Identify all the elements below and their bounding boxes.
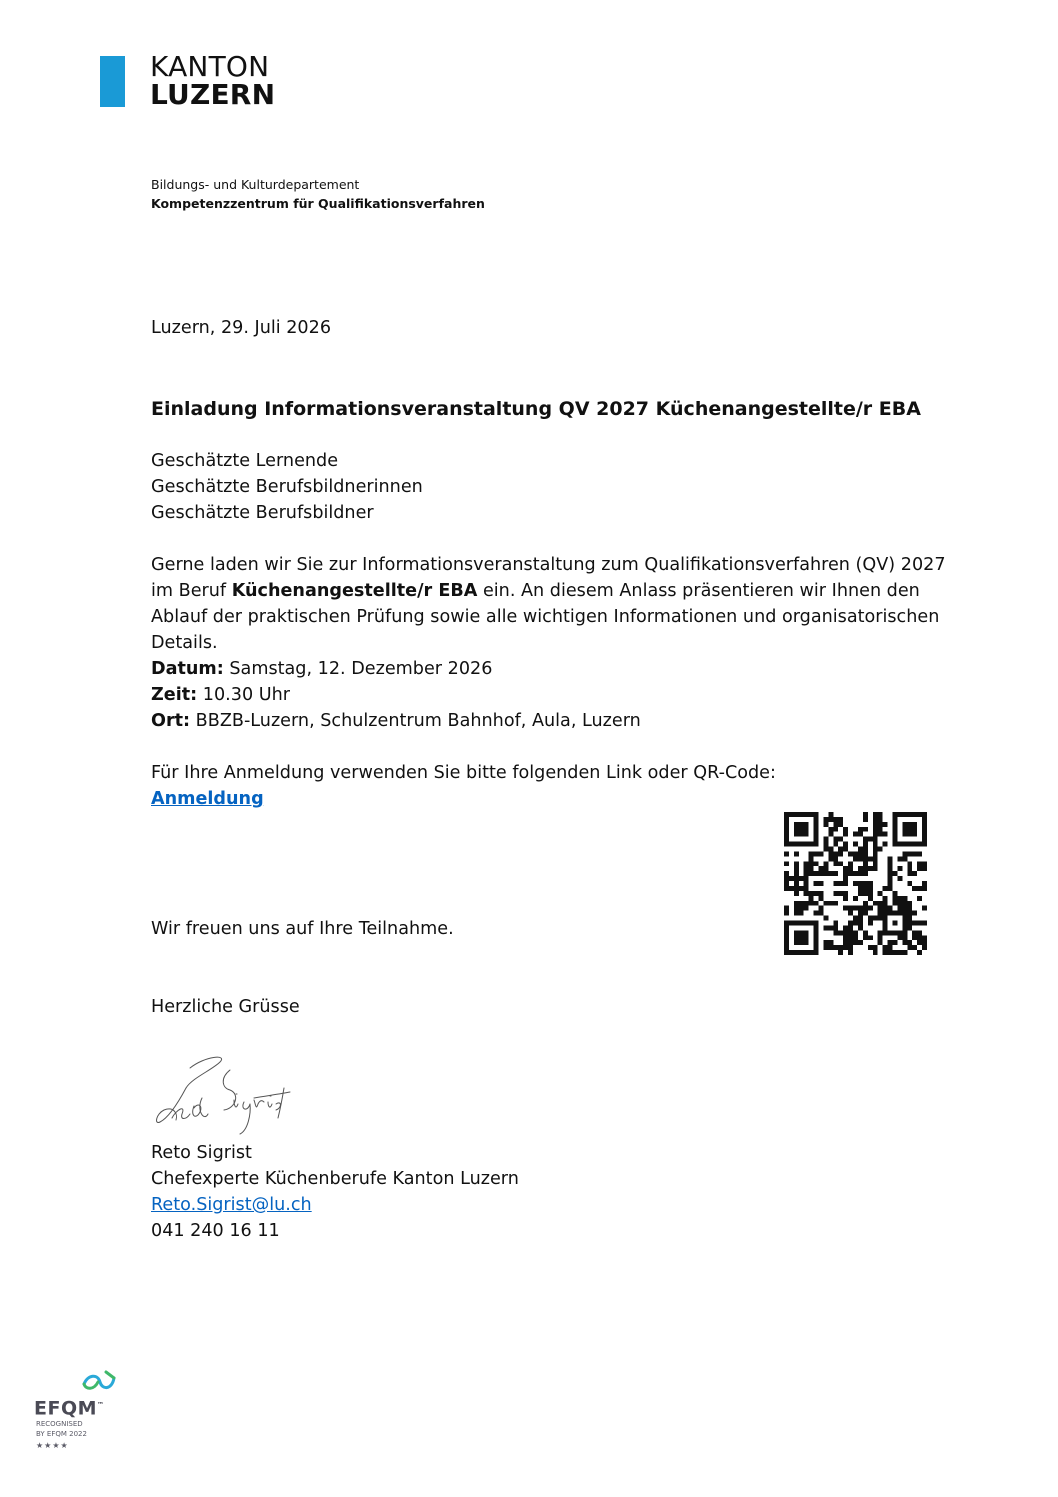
detail-value: BBZB-Luzern, Schulzentrum Bahnhof, Aula, Luzern xyxy=(190,711,641,731)
detail-value: Samstag, 12. Dezember 2026 xyxy=(223,659,493,679)
signer-block xyxy=(151,1140,519,1244)
centre-name: Kompetenzzentrum für Qualifikationsverfahren xyxy=(151,196,485,211)
efqm-stars: ★★★★ xyxy=(36,1441,69,1450)
logo-bar xyxy=(100,56,125,107)
detail-time xyxy=(151,682,641,708)
efqm-recognised: RECOGNISED xyxy=(36,1420,83,1428)
detail-place xyxy=(151,708,641,734)
closing-greeting: Herzliche Grüsse xyxy=(151,997,300,1017)
qr-code-icon[interactable] xyxy=(784,812,927,955)
logo-text-luzern: LUZERN xyxy=(150,78,276,111)
detail-value: 10.30 Uhr xyxy=(197,685,290,705)
intro-paragraph xyxy=(151,552,971,656)
detail-date xyxy=(151,656,641,682)
efqm-logo xyxy=(34,1394,105,1419)
salutation-line: Geschätzte Berufsbildnerinnen xyxy=(151,477,423,497)
logo-text-kanton: KANTON xyxy=(150,50,270,83)
place-date: Luzern, 29. Juli 2026 xyxy=(151,318,332,338)
signer-phone: 041 240 16 11 xyxy=(151,1221,280,1241)
department-name: Bildungs- und Kulturdepartement xyxy=(151,177,360,192)
intro-profession: Küchenangestellte/r EBA xyxy=(231,581,478,601)
intro-text-continued: ein. An diesem Anlass präsentieren wir Ihnen den Ablauf der praktischen Prüfung sowie alle wichtigen Informationen und organisatorischen Details. xyxy=(151,581,940,653)
handwritten-signature xyxy=(150,1048,295,1136)
efqm-trademark: ™ xyxy=(97,1401,105,1409)
efqm-logo-text: EFQM xyxy=(34,1397,98,1420)
registration-block xyxy=(151,760,776,812)
registration-text: Für Ihre Anmeldung verwenden Sie bitte folgenden Link oder QR-Code: xyxy=(151,763,776,783)
salutation-line: Geschätzte Lernende xyxy=(151,451,339,471)
efqm-year: BY EFQM 2022 xyxy=(36,1430,87,1438)
closing-thanks: Wir freuen uns auf Ihre Teilnahme. xyxy=(151,919,454,939)
registration-link[interactable]: Anmeldung xyxy=(151,789,264,809)
intro-text: Gerne laden wir Sie zur Informationsveranstaltung zum Qualifikationsverfahren (QV) 2027 im Beruf xyxy=(151,555,946,601)
letter-subject: Einladung Informationsveranstaltung QV 2027 Küchenangestellte/r EBA xyxy=(151,398,921,420)
detail-label: Ort: xyxy=(151,711,191,731)
signer-name: Reto Sigrist xyxy=(151,1143,252,1163)
event-details xyxy=(151,656,641,734)
detail-label: Zeit: xyxy=(151,685,198,705)
efqm-infinity-icon xyxy=(78,1368,118,1394)
salutation-line: Geschätzte Berufsbildner xyxy=(151,503,374,523)
signer-email-link[interactable]: Reto.Sigrist@lu.ch xyxy=(151,1195,312,1215)
detail-label: Datum: xyxy=(151,659,224,679)
salutations xyxy=(151,448,423,526)
signer-role: Chefexperte Küchenberufe Kanton Luzern xyxy=(151,1169,519,1189)
